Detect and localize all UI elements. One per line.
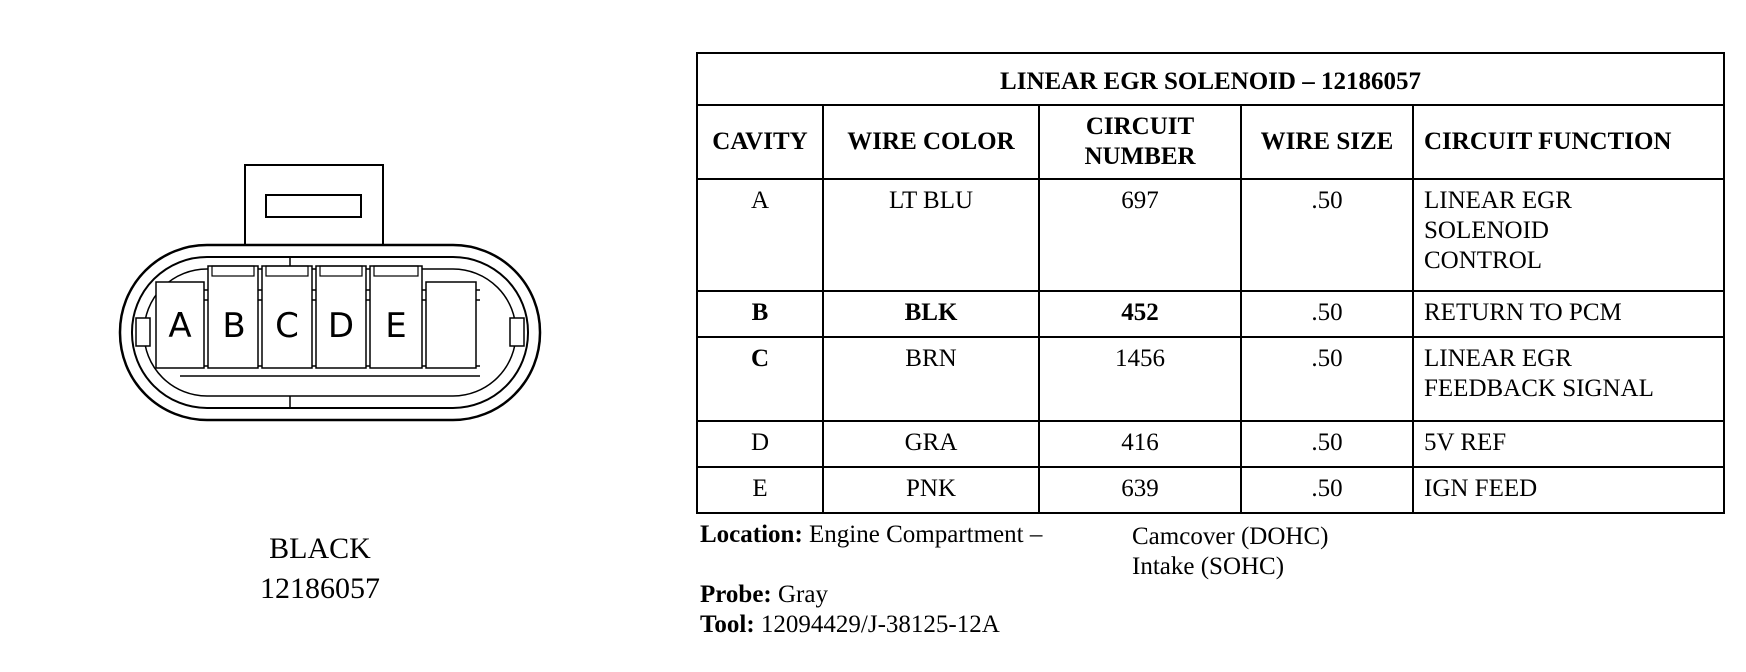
cavity-label-A: A <box>168 306 192 346</box>
cell-circuit-number: 697 <box>1039 179 1241 291</box>
cell-cavity: C <box>697 337 823 421</box>
table-row <box>697 421 1724 467</box>
table-title: LINEAR EGR SOLENOID – 12186057 <box>697 53 1724 105</box>
cavity-C <box>262 266 312 368</box>
cell-wire-color: GRA <box>823 421 1039 467</box>
location-option-sohc: Intake (SOHC) <box>1132 553 1285 580</box>
tool-note <box>700 610 1000 640</box>
pinout-table <box>696 52 1725 514</box>
header-wire-color: WIRE COLOR <box>823 105 1039 179</box>
connector-diagram <box>110 160 550 460</box>
cell-circuit-function: 5V REF <box>1413 421 1724 467</box>
cell-wire-color: LT BLU <box>823 179 1039 291</box>
cell-circuit-function: RETURN TO PCM <box>1413 291 1724 337</box>
table-header-row <box>697 105 1724 179</box>
tool-label: Tool: <box>700 611 755 638</box>
cavity-D <box>316 266 366 368</box>
cavity-label-D: D <box>327 306 355 346</box>
cell-wire-size: .50 <box>1241 291 1413 337</box>
cell-cavity: B <box>697 291 823 337</box>
table-row <box>697 467 1724 513</box>
cell-cavity: D <box>697 421 823 467</box>
connector-part-number: 12186057 <box>260 572 380 605</box>
header-circuit-function: CIRCUIT FUNCTION <box>1413 105 1724 179</box>
cell-circuit-number: 416 <box>1039 421 1241 467</box>
cell-circuit-number: 452 <box>1039 291 1241 337</box>
tool-value: 12094429/J-38125-12A <box>760 611 1000 638</box>
cell-wire-color: BRN <box>823 337 1039 421</box>
cell-circuit-number: 639 <box>1039 467 1241 513</box>
connector-lock-slot <box>266 195 361 217</box>
location-value: Engine Compartment – <box>809 521 1043 548</box>
cavity-B <box>208 266 258 368</box>
probe-note <box>700 580 828 610</box>
cell-circuit-function: LINEAR EGR FEEDBACK SIGNAL <box>1413 337 1724 421</box>
connector-color: BLACK <box>269 532 371 565</box>
cavity-label-E: E <box>385 306 407 346</box>
location-note <box>700 520 1042 550</box>
cell-circuit-number: 1456 <box>1039 337 1241 421</box>
cell-wire-size: .50 <box>1241 421 1413 467</box>
table-row <box>697 291 1724 337</box>
cell-wire-color: PNK <box>823 467 1039 513</box>
cell-cavity: E <box>697 467 823 513</box>
location-option-dohc: Camcover (DOHC) <box>1132 523 1329 550</box>
cell-wire-size: .50 <box>1241 179 1413 291</box>
header-cavity: CAVITY <box>697 105 823 179</box>
cell-cavity: A <box>697 179 823 291</box>
header-circuit-number: CIRCUIT NUMBER <box>1039 105 1241 179</box>
cell-wire-color: BLK <box>823 291 1039 337</box>
probe-label: Probe: <box>700 581 772 608</box>
cavity-label-C: C <box>275 306 299 346</box>
cavity-A <box>156 282 204 368</box>
location-label: Location: <box>700 521 803 548</box>
cell-wire-size: .50 <box>1241 467 1413 513</box>
table-row <box>697 179 1724 291</box>
cell-wire-size: .50 <box>1241 337 1413 421</box>
cavity-E <box>370 266 422 368</box>
cell-circuit-function: IGN FEED <box>1413 467 1724 513</box>
header-wire-size: WIRE SIZE <box>1241 105 1413 179</box>
table-row <box>697 337 1724 421</box>
cell-circuit-function: LINEAR EGR SOLENOID CONTROL <box>1413 179 1724 291</box>
probe-value: Gray <box>778 581 828 608</box>
cavity-label-B: B <box>222 306 246 346</box>
